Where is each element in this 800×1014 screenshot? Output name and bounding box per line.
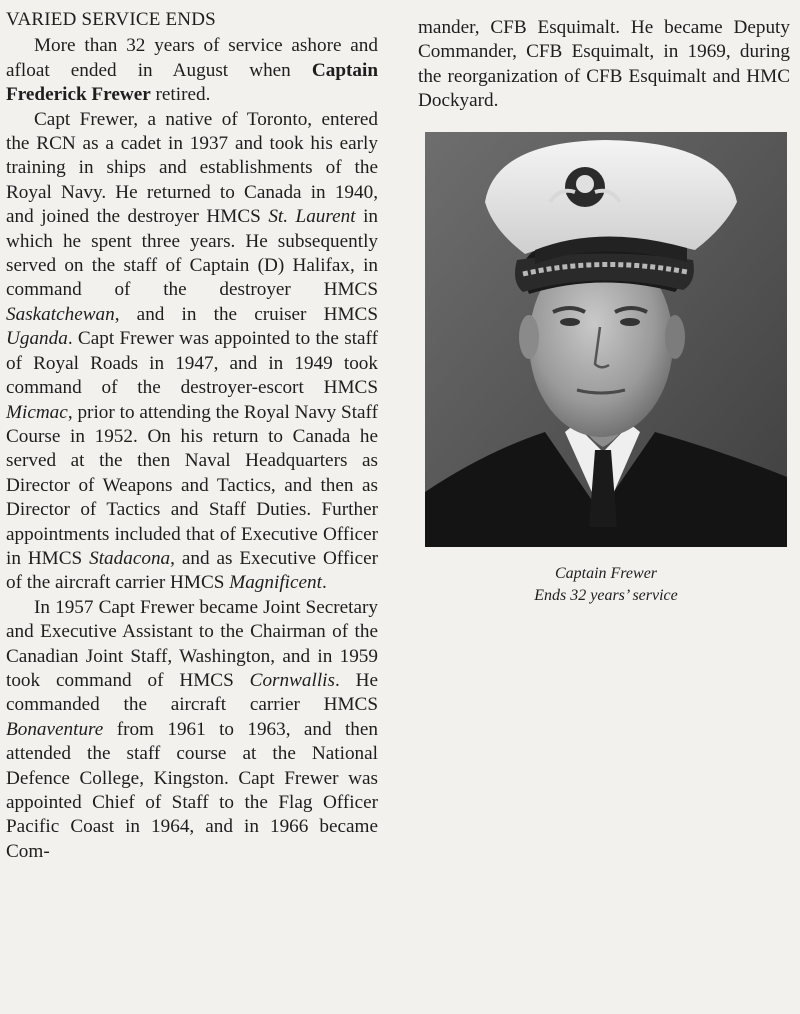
ship-name: Saskatchewan xyxy=(6,303,115,325)
article-headline: VARIED SERVICE ENDS xyxy=(6,9,216,30)
p1-text-a: More than 32 years of service ashore and afloat ended in August when xyxy=(6,35,378,81)
paragraph-3 xyxy=(6,596,378,864)
officer-name: Captain Frederick Frewer xyxy=(6,59,378,106)
article-right-column xyxy=(418,16,790,114)
p2-text-a: Capt Frewer, a native of Toronto, entered the RCN as a cadet in 1937 and took his early training in ships and establishments of the Royal Navy. He returned to Canada in 1940, and joined the destroyer HMCS xyxy=(6,108,378,228)
ship-name: Stadacona xyxy=(89,547,171,569)
p2-text-d: . Capt Frewer was appointed to the staff of Royal Roads in 1947, and in 1949 took command of the destroyer-escort HMCS xyxy=(6,328,378,399)
ship-name: Micmac xyxy=(6,401,68,423)
caption-subtitle: Ends 32 years’ service xyxy=(534,587,678,604)
ship-name: Cornwallis xyxy=(249,669,335,691)
paragraph-4: mander, CFB Esquimalt. He became Deputy Commander, CFB Esquimalt, in 1969, during the reorganization of CFB Esquimalt and HMC Dockyard. xyxy=(418,17,790,112)
ship-name: Magnificent xyxy=(229,572,322,594)
portrait-photo xyxy=(425,132,787,547)
ship-name: Bonaventure xyxy=(6,718,104,740)
paragraph-2 xyxy=(6,108,378,596)
p2-text-e: , prior to attending the Royal Navy Staff Course in 1952. On his return to Canada he served at the then Naval Headquarters as Director of Weapons and Tactics, and then as Director of Tactics and Staff Duties. Further appointments included that of Executive Officer in HMCS xyxy=(6,401,378,569)
p1-text-b: retired. xyxy=(150,84,211,106)
p2-text-b: in which he spent three years. He subsequently served on the staff of Captain (D) Halifax, in command of the destroyer HMCS xyxy=(6,206,378,301)
paragraph-1 xyxy=(6,34,378,107)
caption-title: Captain Frewer xyxy=(554,565,658,582)
p2-text-c: , and in the cruiser HMCS xyxy=(114,303,378,325)
ship-name: St. Laurent xyxy=(268,206,356,228)
article-left-column xyxy=(6,8,378,864)
p3-text-c: from 1961 to 1963, and then attended the staff course at the National Defence College, Kingston. Capt Frewer was appointed Chief of Staff to the Flag Officer Pacific Coast in 1964, and in 1966 became Com- xyxy=(6,718,378,862)
ship-name: Uganda xyxy=(6,328,68,350)
portrait-illustration xyxy=(425,132,787,547)
p2-text-f: , and as Executive Officer of the aircraft carrier HMCS xyxy=(6,547,378,594)
p3-text-b: . He commanded the aircraft carrier HMCS xyxy=(6,669,378,716)
p2-text-g: . xyxy=(321,572,327,594)
p3-text-a: In 1957 Capt Frewer became Joint Secretary and Executive Assistant to the Chairman of the Canadian Joint Staff, Washington, and in 1959 took command of HMCS xyxy=(6,596,378,691)
photo-caption xyxy=(425,547,787,604)
